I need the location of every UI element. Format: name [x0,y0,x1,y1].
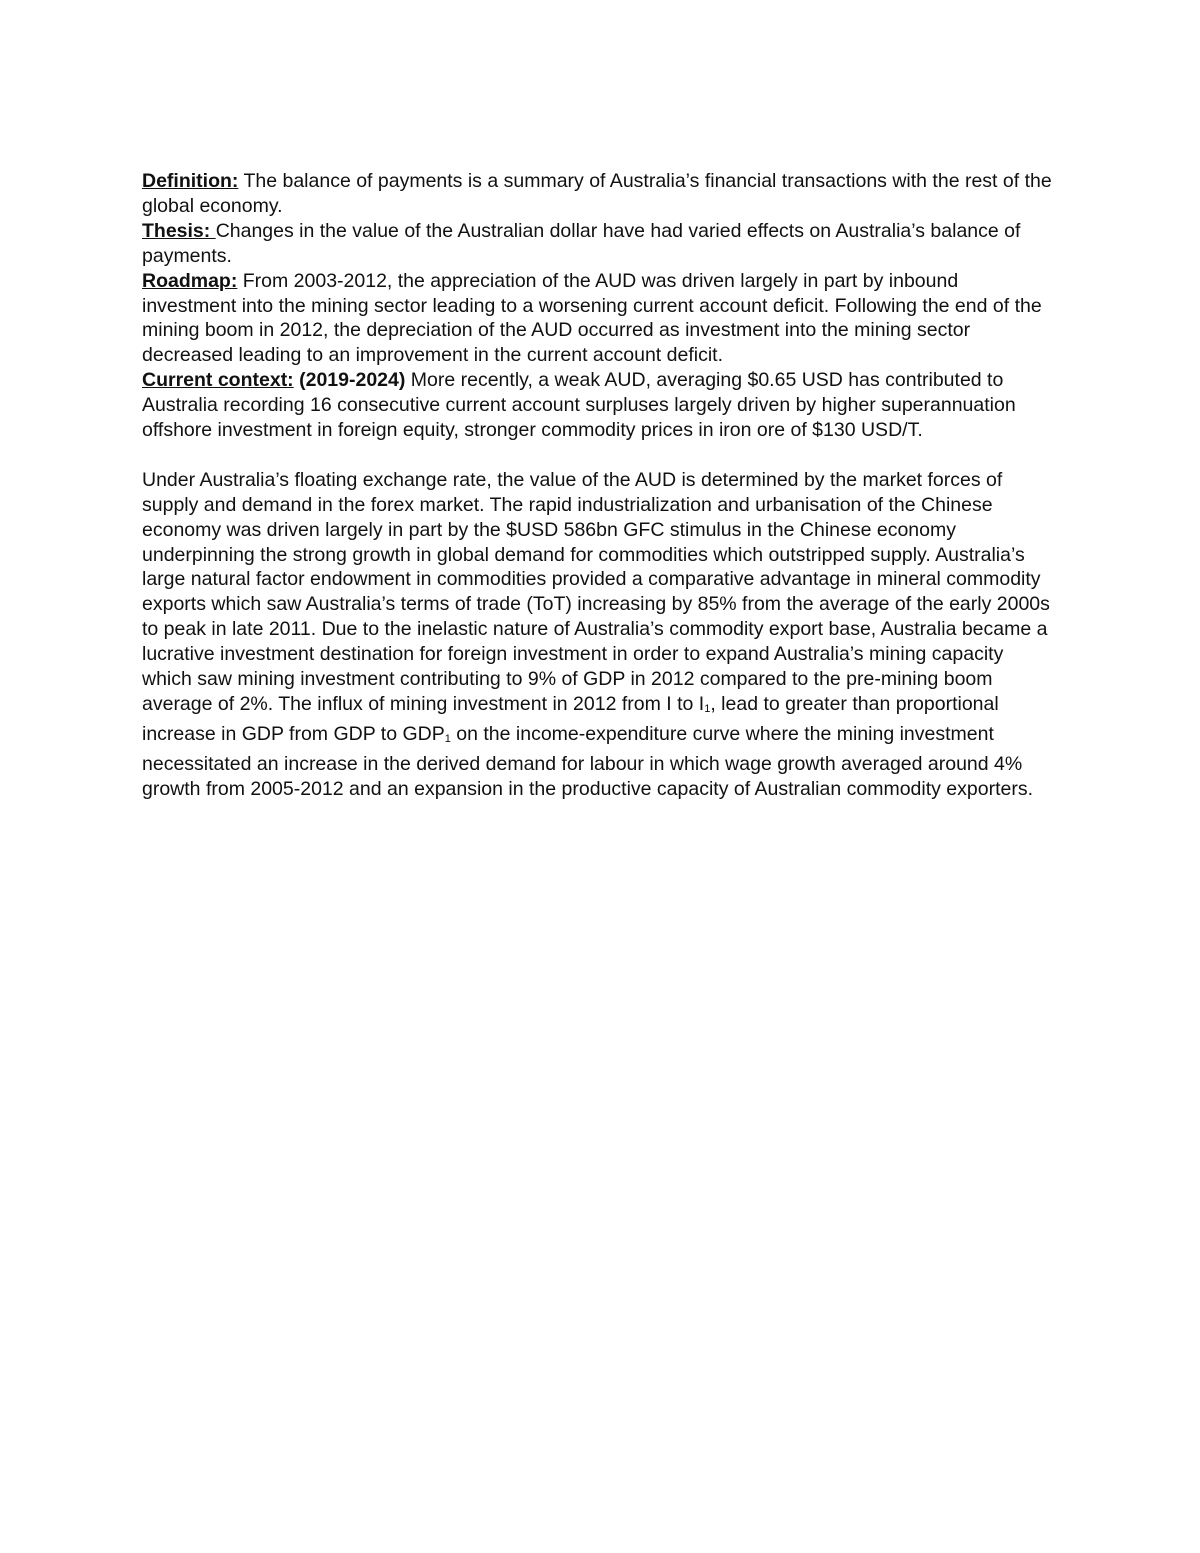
body-text-part1: Under Australia’s floating exchange rate, the value of the AUD is determined by the market forces of supply and demand in the forex market. The rapid industrialization and urbanisation of the Chinese economy was driven largely in part by the $USD 586bn GFC stimulus in the Chinese economy underpinning the strong growth in global demand for commodities which outstripped supply. Australia’s large natural factor endowment in commodities provided a comparative advantage in mineral commodity exports which saw Australia’s terms of trade (ToT) increasing by 85% from the average of the early 2000s to peak in late 2011. Due to the inelastic nature of Australia’s commodity export base, Australia became a lucrative investment destination for foreign investment in order to expand Australia’s mining capacity which saw mining investment contributing to 9% of GDP in 2012 compared to the pre-mining boom average of 2%. The influx of mining investment in 2012 from [142,468,1050,716]
investment-symbol-start: I [666,693,672,716]
body-text-part3: on the income-expenditure curve where the mining investment necessitated an increase in the derived demand for labour in which wage growth averaged around 4% growth from 2005-2012 and an expansion in the productive capacity of Australian commodity exporters. [142,722,1034,800]
roadmap-paragraph [142,269,1054,369]
roadmap-label: Roadmap: [142,269,238,292]
paragraph-spacer [142,443,1054,468]
investment-symbol-end: I [698,693,705,716]
body-text-part2: , lead to greater than proportional increase in GDP from GDP to GDP [142,693,999,745]
thesis-text: Changes in the value of the Australian dollar have had varied effects on Australia’s balance of payments. [142,219,1021,267]
body-paragraph [142,468,1054,802]
current-context-label: Current context: [142,369,294,392]
gdp-subscript: 1 [444,732,451,745]
body-text-to: to [671,693,699,716]
thesis-paragraph [142,219,1054,269]
current-context-paragraph [142,368,1054,443]
investment-subscript: 1 [704,703,711,716]
document-content [142,169,1054,802]
roadmap-text: From 2003-2012, the appreciation of the AUD was driven largely in part by inbound investment into the mining sector leading to a worsening current account deficit. Following the end of the mining boom in 2012, the depreciation of the AUD occurred as investment into the mining sector decreased leading to an improvement in the current account deficit. [142,269,1042,367]
thesis-label: Thesis: [142,219,216,242]
definition-paragraph [142,169,1054,219]
definition-label: Definition: [142,170,239,192]
current-context-text: More recently, a weak AUD, averaging $0.65 USD has contributed to Australia recording 16 consecutive current account surpluses largely driven by higher superannuation offshore investment in foreign equity, stronger commodity prices in iron ore of $130 USD/T. [142,369,1016,442]
definition-text: The balance of payments is a summary of Australia’s financial transactions with the rest of the global economy. [142,170,1052,217]
current-context-period: (2019-2024) [293,369,406,392]
